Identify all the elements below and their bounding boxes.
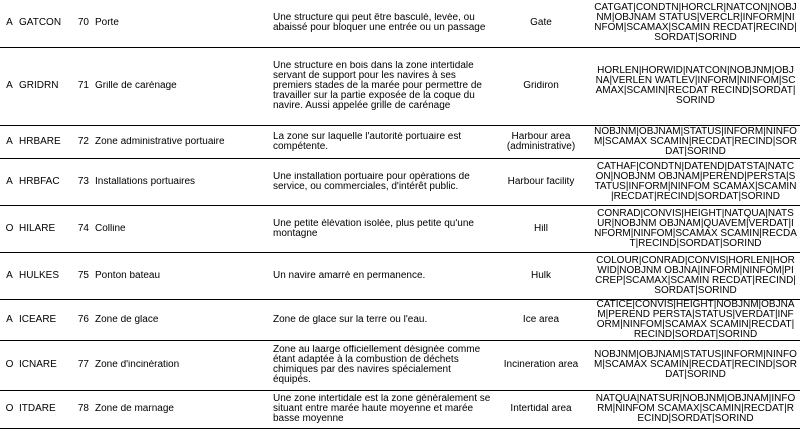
code-text: 74 — [77, 223, 89, 234]
description-cell — [273, 299, 491, 340]
description-text: Une structure en bois dans la zone intertidale servant de support pour les navires à ses premiers stades de la marée pour permettre de travailler sur la partie exposée de la coque du navire. Aussi appelée grille de carénage — [273, 61, 482, 111]
acronym-cell — [19, 158, 65, 205]
code-cell — [65, 390, 95, 428]
description-text: Un navire amarré en permanence. — [273, 270, 426, 281]
description-cell — [273, 252, 491, 299]
table-row — [0, 390, 800, 428]
code-cell — [65, 299, 95, 340]
attributes-cell — [591, 205, 800, 252]
primitive-type-cell — [0, 125, 19, 158]
acronym-cell — [19, 340, 65, 390]
code-text: 77 — [77, 360, 89, 370]
type-text: A — [6, 176, 13, 187]
attributes-text: NOBJNM|OBJNAM|STATUS|INFORM|NINFOM|SCAMAX SCAMIN|RECDAT|RECIND|SORDAT|SORIND — [594, 126, 797, 157]
attributes-cell — [591, 252, 800, 299]
type-text: A — [6, 314, 13, 325]
attributes-text: CATICE|CONVIS|HEIGHT|NOBJNM|OBJNAM|PEREND PERSTA|STATUS|VERDAT|INFORM|NINFOM|SCAMAX SCAMIN|RECDAT|RECIND|SORDAT|SORIND — [596, 299, 795, 340]
code-cell — [65, 47, 95, 125]
primitive-type-cell — [0, 0, 19, 47]
table-row — [0, 125, 800, 158]
name-en-text: Harbour facility — [507, 176, 575, 187]
name-en-text: Harbour area (administrative) — [506, 131, 576, 152]
attributes-cell — [591, 158, 800, 205]
acronym-cell — [19, 125, 65, 158]
type-text: O — [5, 223, 14, 234]
description-text: Zone au laarge officiellement désignée comme étant adaptée à la combustion de déchets chimiques par des navires spécialement équipés. — [273, 345, 481, 385]
name-fr-text: Porte — [95, 18, 119, 29]
attributes-text: NATQUA|NATSUR|NOBJNM|OBJNAM|INFORM|NINFOM SCAMAX|SCAMIN|RECDAT|RECIND|SORDAT|SORIND — [595, 394, 796, 424]
attributes-text: COLOUR|CONRAD|CONVIS|HORLEN|HORWID|NOBJNM OBJNA|INFORM|NINFOM|PICREP|SCAMAX|SCAMIN RECDAT|RECIND|SORDAT|SORIND — [595, 255, 796, 296]
description-cell — [273, 390, 491, 428]
description-cell — [273, 0, 491, 47]
attributes-text: CATGAT|CONDTN|HORCLR|NATCON|NOBJNM|OBJNAM STATUS|VERCLR|INFORM|NINFOM|SCAMAX|SCAMIN RECDAT|RECIND|SORDAT|SORIND — [594, 3, 797, 44]
description-text: Une installation portuaire pour opérations de service, ou commerciales, d'intérêt public. — [273, 171, 470, 192]
attributes-cell — [591, 299, 800, 340]
name-en-text: Hill — [534, 223, 548, 234]
acronym-cell — [19, 47, 65, 125]
primitive-type-cell — [0, 299, 19, 340]
acronym-cell — [19, 299, 65, 340]
name-fr-text: Installations portuaires — [95, 176, 196, 187]
name-en-text: Intertidal area — [510, 404, 572, 414]
english-name-cell — [491, 252, 591, 299]
description-text: Une petite élévation isolée, plus petite qu'une montagne — [273, 218, 474, 239]
primitive-type-cell — [0, 205, 19, 252]
code-text: 76 — [77, 314, 89, 325]
table-row — [0, 205, 800, 252]
english-name-cell — [491, 47, 591, 125]
code-cell — [65, 205, 95, 252]
attributes-cell — [591, 47, 800, 125]
attributes-cell — [591, 0, 800, 47]
attributes-text: CONRAD|CONVIS|HEIGHT|NATQUA|NATSUR|NOBJNM OBJNAM|QUAVEM|VERDAT|INFORM|NINFOM|SCAMAX SCAMIN|RECDAT|RECIND|SORDAT|SORIND — [594, 208, 797, 249]
description-text: La zone sur laquelle l'autorité portuaire est compétente. — [273, 131, 462, 152]
name-en-text: Incineration area — [503, 360, 579, 370]
table-row — [0, 0, 800, 47]
primitive-type-cell — [0, 158, 19, 205]
code-cell — [65, 340, 95, 390]
english-name-cell — [491, 205, 591, 252]
acronym-text: GRIDRN — [19, 81, 59, 91]
french-name-cell — [95, 0, 273, 47]
acronym-text: ICNARE — [19, 360, 57, 370]
name-en-text: Gridiron — [523, 81, 559, 91]
primitive-type-cell — [0, 252, 19, 299]
code-text: 75 — [77, 270, 89, 281]
description-cell — [273, 340, 491, 390]
english-name-cell — [491, 299, 591, 340]
acronym-text: GATCON — [19, 18, 62, 29]
type-text: A — [6, 136, 13, 147]
attributes-text: HORLEN|HORWID|NATCON|NOBJNM|OBJNA|VERLEN WATLEV|INFORM|NINFOM|SCAMAX|SCAMIN|RECDAT RECIND|SORDAT|SORIND — [595, 66, 796, 106]
attributes-text: CATHAF|CONDTN|DATEND|DATSTA|NATCON|NOBJNM OBJNAM|PEREND|PERSTA|STATUS|INFORM|NINFOM SCAMAX|SCAMIN|RECDAT|RECIND|SORDAT|SORIND — [594, 161, 797, 202]
description-cell — [273, 125, 491, 158]
english-name-cell — [491, 390, 591, 428]
french-name-cell — [95, 205, 273, 252]
type-text: A — [6, 81, 13, 91]
table-row — [0, 252, 800, 299]
primitive-type-cell — [0, 390, 19, 428]
name-en-text: Ice area — [522, 314, 560, 325]
type-text: A — [6, 18, 13, 29]
description-text: Une structure qui peut être basculé, levée, ou abaissé pour bloquer une entrée ou un passage — [273, 13, 486, 34]
french-name-cell — [95, 47, 273, 125]
attributes-cell — [591, 125, 800, 158]
english-name-cell — [491, 125, 591, 158]
table-row — [0, 299, 800, 340]
description-cell — [273, 205, 491, 252]
acronym-text: HRBARE — [19, 136, 61, 147]
french-name-cell — [95, 252, 273, 299]
code-text: 70 — [77, 18, 89, 29]
type-text: O — [5, 360, 14, 370]
code-cell — [65, 0, 95, 47]
acronym-text: HRBFAC — [19, 176, 60, 187]
table-row — [0, 158, 800, 205]
primitive-type-cell — [0, 340, 19, 390]
type-text: O — [5, 404, 14, 414]
english-name-cell — [491, 0, 591, 47]
code-cell — [65, 252, 95, 299]
code-cell — [65, 158, 95, 205]
attributes-cell — [591, 340, 800, 390]
code-text: 78 — [77, 404, 89, 414]
name-fr-text: Zone d'incinération — [95, 360, 180, 370]
attributes-text: NOBJNM|OBJNAM|STATUS|INFORM|NINFOM|SCAMAX SCAMIN|RECDAT|RECIND|SORDAT|SORIND — [594, 350, 797, 380]
description-cell — [273, 47, 491, 125]
acronym-cell — [19, 0, 65, 47]
description-text: Une zone intertidale est la zone généralement se situant entre marée haute moyenne et marée basse moyenne — [273, 394, 491, 424]
acronym-text: HILARE — [19, 223, 56, 234]
attributes-cell — [591, 390, 800, 428]
name-fr-text: Ponton bateau — [95, 270, 161, 281]
french-name-cell — [95, 125, 273, 158]
french-name-cell — [95, 390, 273, 428]
description-cell — [273, 158, 491, 205]
acronym-cell — [19, 252, 65, 299]
code-text: 73 — [77, 176, 89, 187]
french-name-cell — [95, 340, 273, 390]
description-text: Zone de glace sur la terre ou l'eau. — [273, 314, 428, 325]
table-row — [0, 340, 800, 390]
primitive-type-cell — [0, 47, 19, 125]
name-en-text: Hulk — [530, 270, 551, 281]
name-fr-text: Grille de carénage — [95, 81, 177, 91]
name-fr-text: Zone administrative portuaire — [95, 136, 225, 147]
acronym-text: ITDARE — [19, 404, 56, 414]
english-name-cell — [491, 340, 591, 390]
english-name-cell — [491, 158, 591, 205]
french-name-cell — [95, 158, 273, 205]
type-text: A — [6, 270, 13, 281]
name-fr-text: Colline — [95, 223, 126, 234]
code-text: 71 — [77, 81, 89, 91]
code-cell — [65, 125, 95, 158]
code-text: 72 — [77, 136, 89, 147]
acronym-text: HULKES — [19, 270, 60, 281]
name-fr-text: Zone de marnage — [95, 404, 174, 414]
acronym-cell — [19, 205, 65, 252]
name-en-text: Gate — [530, 18, 552, 29]
acronym-text: ICEARE — [19, 314, 57, 325]
name-fr-text: Zone de glace — [95, 314, 159, 325]
table-row — [0, 47, 800, 125]
acronym-cell — [19, 390, 65, 428]
french-name-cell — [95, 299, 273, 340]
